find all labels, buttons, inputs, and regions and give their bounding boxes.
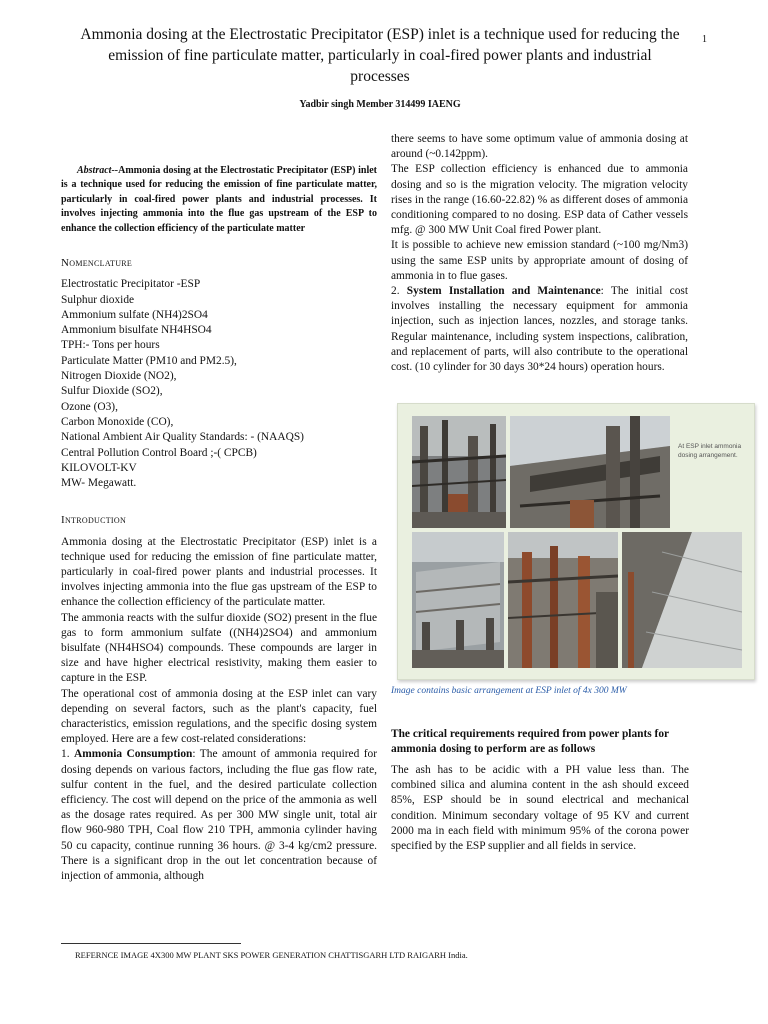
nomenclature-item: Sulphur dioxide [61,293,135,306]
nomenclature-item: Electrostatic Precipitator -ESP [61,278,201,291]
nomenclature-item: TPH:- Tons per hours [61,339,160,352]
item-number: 1. [61,748,74,761]
footnote: REFERNCE IMAGE 4X300 MW PLANT SKS POWER GENERATION CHATTISGARH LTD RAIGARH India. [75,950,468,960]
nomenclature-item: National Ambient Air Quality Standards: - (NAAQS) [61,431,304,444]
intro-paragraph-3: The operational cost of ammonia dosing at the ESP inlet can vary depending on several factors, such as the plant's capacity, fuel characteristics, emission regulations, and the specific dosing system employed. Here are a few cost-related considerations: [61,687,377,746]
figure-caption: Image contains basic arrangement at ESP inlet of 4x 300 MW [391,686,627,696]
left-column [61,164,377,884]
abstract [61,164,377,236]
photo-esp-wall [622,532,742,668]
intro-paragraph-2: The ammonia reacts with the sulfur dioxide (SO2) present in the flue gas to form ammonium sulfate ((NH4)2SO4) and ammonium bisulfate (NH4HSO4) compounds. These compounds are larger in size and have higher electrical resistivity, making them easier to capture in the ESP. [61,611,377,685]
right-column [391,132,688,375]
nomenclature-item: Particulate Matter (PM10 and PM2.5), [61,354,237,367]
nomenclature-list [61,277,377,491]
photo-esp-structure-left [412,416,506,528]
figure-panel [397,403,755,680]
right-paragraph-3: It is possible to achieve new emission standard (~100 mg/Nm3) using the same ESP units by appropriate amount of dosing of ammonia in to flue gases. [391,239,688,282]
right-paragraph-2: The ESP collection efficiency is enhanced due to ammonia dosing and so is the migration velocity. The migration velocity rises in the range (16.60-22.82) % as different doses of ammonia conditioning compared to no dosing. ESP data of Cather vessels mfg. @ 300 MW Unit Coal fired Power plant. [391,163,688,237]
photo-esp-duct-top [510,416,670,528]
nomenclature-heading: Nomenclature [61,257,133,270]
footnote-divider [61,943,241,944]
item-text: : The amount of ammonia required for dosing depends on various factors, including the flue gas flow rate, sulfur content in the fuel, and the desired particulate collection efficiency. The cost will depend on the price of the ammonia as well as the dosage rates required. As per 300 MW single unit, total air flow 960-980 TPH, Coal flow 210 TPH, ammonia cylinder having 50 cu capacity, continue running 36 hours. @ 3-4 kg/cm2 pressure. There is a significant drop in the out let concentration because of injection of ammonia, although [61,748,378,883]
right-item-2 [391,284,688,375]
nomenclature-item: Central Pollution Control Board ;-( CPCB) [61,446,257,459]
author-line: Yadbir singh Member 314499 IAENG [299,99,461,110]
introduction-heading: Introduction [61,514,127,527]
requirements-text: The ash has to be acidic with a PH value less than. The combined silica and alumina content in the ash should exceed 85%, ESP should be in sound electrical and mechanical condition. Minimum secondary voltage of 95 KV and current 2000 ma in each field with minimum 95% of the corona power specified by the ESP supplier and all fields in service. [391,764,689,853]
item-label: Ammonia Consumption [74,748,193,761]
nomenclature-item: Nitrogen Dioxide (NO2), [61,370,177,383]
nomenclature-item: Ammonium bisulfate NH4HSO4 [61,324,212,337]
nomenclature-item: Carbon Monoxide (CO), [61,415,174,428]
photo-ammonia-pipework [508,532,618,668]
photo-esp-structure-bottom-left [412,532,504,668]
intro-item-1 [61,747,377,884]
nomenclature-item: Sulfur Dioxide (SO2), [61,385,163,398]
item-text: : The initial cost involves installing the necessary equipment for ammonia injection, such as injection lances, nozzles, and storage tanks. Regular maintenance, including system inspections, calibration, and replacement of parts, will also contribute to the operational cost. (10 cylinder for 30 days 30*24 hours) operation hours. [391,285,688,374]
page-number: 1 [702,34,707,45]
requirements-heading: The critical requirements required from power plants for ammonia dosing to perform are as follows [391,728,669,755]
abstract-text: Ammonia dosing at the Electrostatic Precipitator (ESP) inlet is a technique used for reducing the emission of fine particulate matter, particularly in coal-fired power plants and industrial processes. It involves injecting ammonia into the flue gas upstream of the ESP to enhance the collection efficiency of the particulate matter [61,165,377,234]
intro-paragraph-1: Ammonia dosing at the Electrostatic Precipitator (ESP) inlet is a technique used for reducing the emission of fine particulate matter, particularly in coal-fired power plants and industrial processes. It involves injecting ammonia into the flue gas upstream of the ESP to enhance the collection efficiency of the particulate matter. [61,535,377,609]
item-number: 2. [391,285,407,298]
paper-title: Ammonia dosing at the Electrostatic Precipitator (ESP) inlet is a technique used for reducing the emission of fine particulate matter, particularly in coal-fired power plants and industrial processes [80,26,680,85]
nomenclature-item: MW- Megawatt. [61,477,137,490]
nomenclature-item: Ammonium sulfate (NH4)2SO4 [61,308,208,321]
right-paragraph-1: there seems to have some optimum value of ammonia dosing at around (~0.142ppm). [391,133,688,161]
figure-inner-label: At ESP inlet ammonia dosing arrangement. [678,443,742,459]
abstract-label: Abstract-- [77,165,119,176]
item-label: System Installation and Maintenance [406,285,601,298]
nomenclature-item: Ozone (O3), [61,400,118,413]
nomenclature-item: KILOVOLT-KV [61,461,137,474]
